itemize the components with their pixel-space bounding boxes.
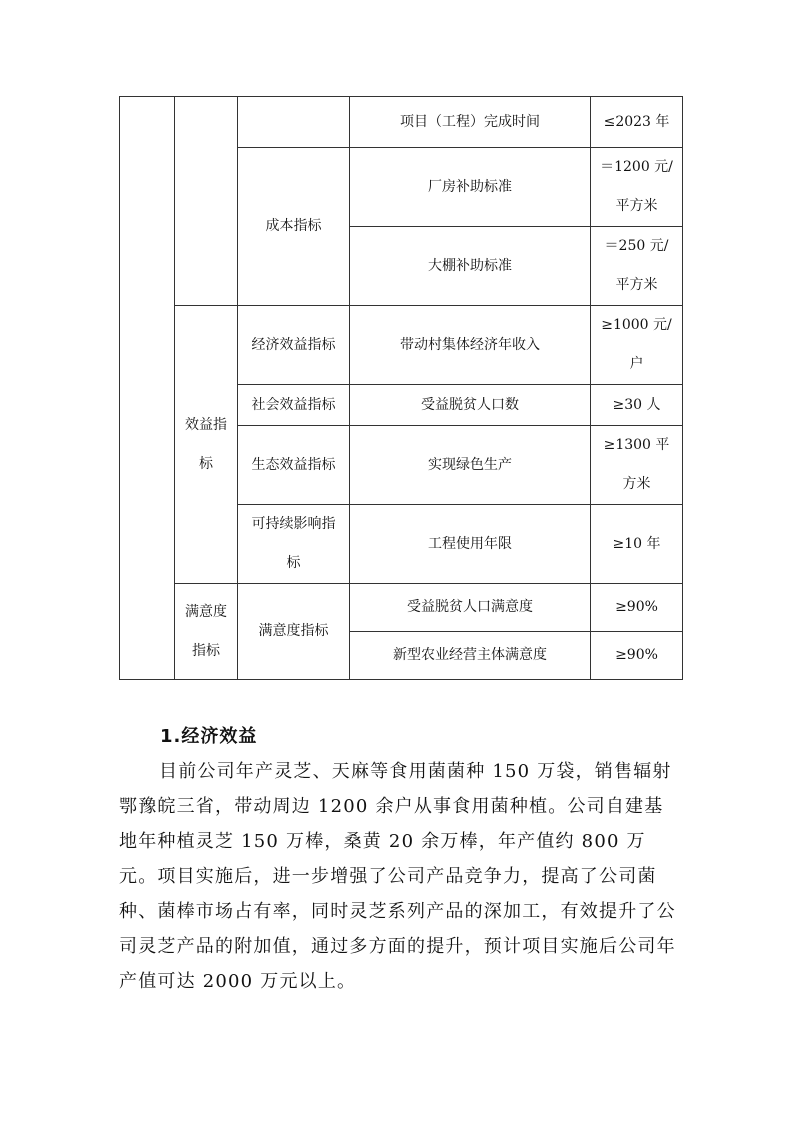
indicator-value: ＝1200 元/ 平方米: [591, 148, 683, 227]
sub-indicator-label: 经济效益指标: [238, 306, 350, 385]
benefit-indicator-label: 效益指 标: [175, 306, 238, 584]
indicator-item: 实现绿色生产: [350, 426, 591, 505]
indicator-value: ≥1000 元/ 户: [591, 306, 683, 385]
indicator-value: ≥1300 平 方米: [591, 426, 683, 505]
sub-indicator-label: 满意度指标: [238, 584, 350, 680]
indicator-item: 带动村集体经济年收入: [350, 306, 591, 385]
indicator-value: ≥30 人: [591, 385, 683, 426]
indicator-value: ≤2023 年: [591, 97, 683, 148]
indicator-value: ≥90%: [591, 584, 683, 632]
sub-indicator-label: 生态效益指标: [238, 426, 350, 505]
satisfaction-indicator-label: 满意度 指标: [175, 584, 238, 680]
indicator-value: ≥10 年: [591, 505, 683, 584]
performance-indicator-table: [119, 96, 683, 680]
sub-indicator-label: 社会效益指标: [238, 385, 350, 426]
cost-indicator-label: 成本指标: [238, 148, 350, 306]
indicator-item: 厂房补助标准: [350, 148, 591, 227]
indicator-item: 受益脱贫人口数: [350, 385, 591, 426]
indicator-item: 受益脱贫人口满意度: [350, 584, 591, 632]
indicator-item: 项目（工程）完成时间: [350, 97, 591, 148]
level1-cell-empty: [120, 97, 175, 680]
indicator-value: ≥90%: [591, 632, 683, 680]
indicator-item: 大棚补助标准: [350, 227, 591, 306]
body-paragraph: 目前公司年产灵芝、天麻等食用菌菌种 150 万袋，销售辐射鄂豫皖三省，带动周边 1200 余户从事食用菌种植。公司自建基地年种植灵芝 150 万棒，桑黄 20 余万棒，年产值约 800 万元。项目实施后，进一步增强了公司产品竞争力，提高了公司菌种、菌棒市场占有率，同时灵芝系列产品的深加工，有效提升了公司灵芝产品的附加值，通过多方面的提升，预计项目实施后公司年产值可达 2000 万元以上。: [119, 761, 676, 992]
indicator-item: 工程使用年限: [350, 505, 591, 584]
indicator-item: 新型农业经营主体满意度: [350, 632, 591, 680]
sub-indicator-label: 可持续影响指 标: [238, 505, 350, 584]
indicator-value: ＝250 元/ 平方米: [591, 227, 683, 306]
level2-cell-empty: [175, 97, 238, 306]
section-heading: 1.经济效益: [160, 726, 258, 747]
level3-cell-empty: [238, 97, 350, 148]
